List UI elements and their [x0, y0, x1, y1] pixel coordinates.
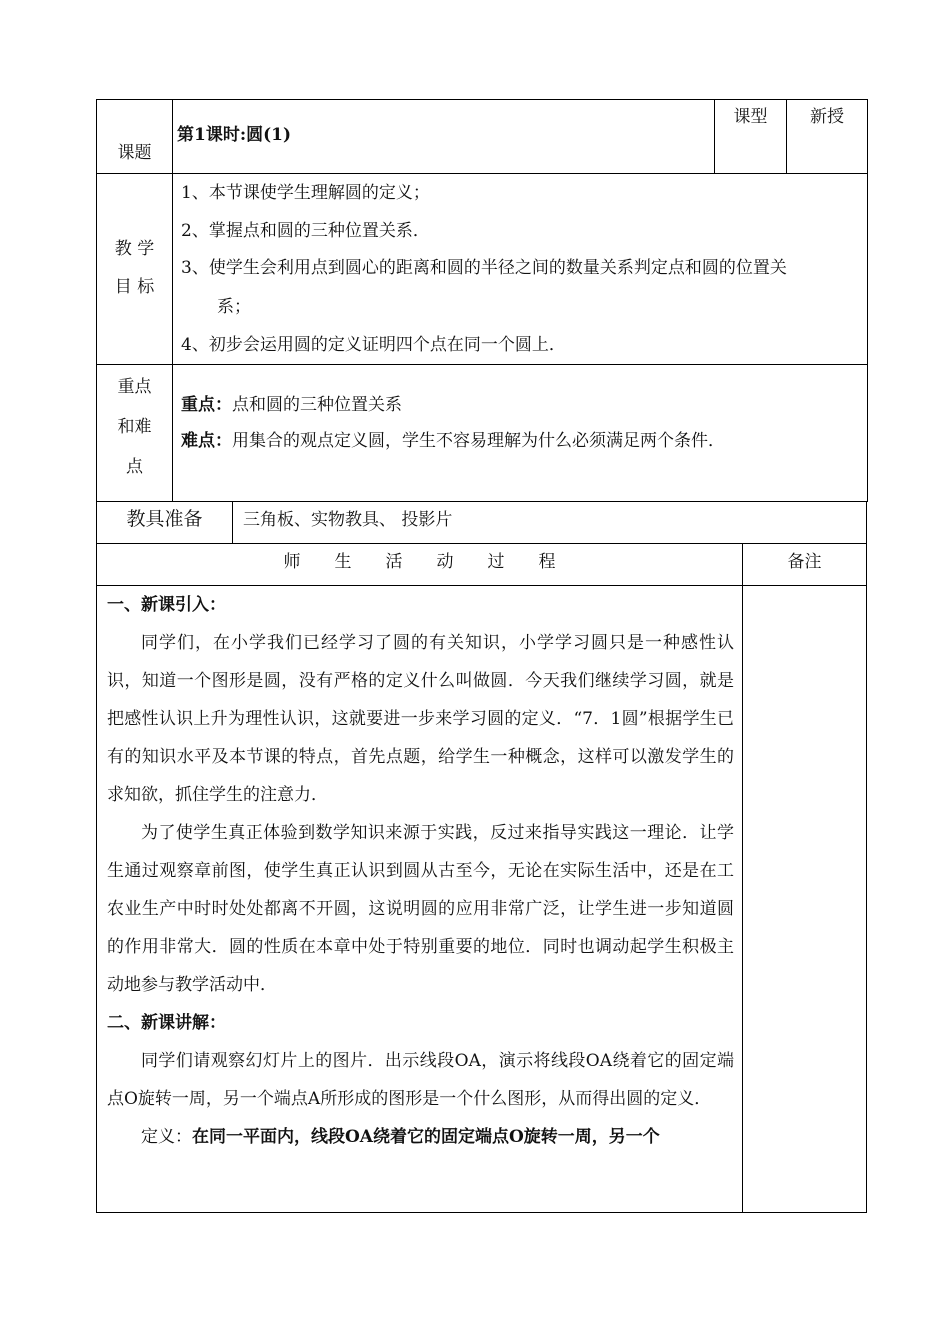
lesson-plan	[96, 99, 867, 1213]
goals-label-cell	[97, 174, 173, 365]
section2-paragraph1: 同学们请观察幻灯片上的图片．出示线段OA，演示将线段OA绕着它的固定端点O旋转一周，另一个端点A所形成的图形是一个什么图形，从而得出圆的定义．	[107, 1051, 734, 1109]
materials-label: 教具准备	[126, 508, 203, 530]
topic-value: 第1课时:圆(1)	[177, 125, 292, 145]
definition-text: 在同一平面内，线段OA绕着它的固定端点O旋转一周，另一个	[192, 1127, 660, 1147]
process-content-cell	[97, 586, 743, 1213]
materials-label-cell	[97, 502, 233, 544]
topic-value-cell	[173, 100, 715, 174]
process-header: 师 生 活 动 过 程	[283, 552, 556, 572]
keypoints-label-line2: 和难	[117, 417, 152, 437]
goal-item-1: 1、本节课使学生理解圆的定义；	[181, 183, 430, 203]
keypoints-cell	[173, 365, 868, 502]
goals-cell	[173, 174, 868, 365]
process-header-cell	[97, 544, 743, 586]
goals-label-line2: 目 标	[114, 277, 155, 297]
type-label-cell	[715, 100, 787, 174]
materials-value-cell	[233, 502, 867, 544]
difficult-point-text: 用集合的观点定义圆，学生不容易理解为什么必须满足两个条件．	[232, 431, 725, 451]
definition	[107, 1118, 734, 1156]
goal-item-3-cont: 系；	[217, 297, 251, 317]
materials-table	[96, 501, 867, 544]
definition-label: 定义：	[141, 1127, 192, 1147]
key-point-text: 点和圆的三种位置关系	[232, 395, 402, 415]
goals-label-line1: 教 学	[114, 239, 155, 259]
materials-value: 三角板、实物教具、 投影片	[243, 510, 453, 530]
section1-paragraph2: 为了使学生真正体验到数学知识来源于实践，反过来指导实践这一理论．让学生通过观察章前图，使学生真正认识到圆从古至今，无论在实际生活中，还是在工农业生产中时时处处都离不开圆，这说明圆的应用非常广泛，让学生进一步知道圆的作用非常大．圆的性质在本章中处于特别重要的地位．同时也调动起学生积极主动地参与教学活动中．	[107, 823, 734, 995]
topic-label: 课题	[117, 143, 152, 163]
section2-title: 二、新课讲解：	[107, 1013, 226, 1033]
keypoints-label-line1: 重点	[117, 377, 152, 397]
section1-title: 一、新课引入：	[107, 595, 226, 615]
type-value: 新授	[810, 107, 844, 127]
goal-item-2: 2、掌握点和圆的三种位置关系．	[181, 221, 430, 241]
lesson-info-table	[96, 99, 868, 502]
type-label: 课型	[733, 107, 768, 127]
keypoints-label-cell	[97, 365, 173, 502]
section1-paragraph1: 同学们，在小学我们已经学习了圆的有关知识，小学学习圆只是一种感性认识，知道一个图形是圆，没有严格的定义什么叫做圆．今天我们继续学习圆，就是把感性认识上升为理性认识，这就要进一步来学习圆的定义．“7．1圆”根据学生已有的知识水平及本节课的特点，首先点题，给学生一种概念，这样可以激发学生的求知欲，抓住学生的注意力．	[107, 633, 734, 805]
difficult-point	[181, 423, 867, 459]
notes-header-cell	[743, 544, 867, 586]
notes-header: 备注	[787, 552, 822, 572]
key-point	[181, 387, 867, 423]
keypoints-label-line3: 点	[126, 457, 143, 477]
notes-cell	[743, 586, 867, 1213]
topic-label-cell	[97, 100, 173, 174]
goal-item-3: 3、使学生会利用点到圆心的距离和圆的半径之间的数量关系判定点和圆的位置关	[181, 258, 787, 278]
key-point-label: 重点：	[181, 395, 232, 415]
type-value-cell	[787, 100, 868, 174]
goal-item-4: 4、初步会运用圆的定义证明四个点在同一个圆上．	[181, 335, 566, 355]
process-table	[96, 543, 867, 1213]
difficult-point-label: 难点：	[181, 431, 232, 451]
